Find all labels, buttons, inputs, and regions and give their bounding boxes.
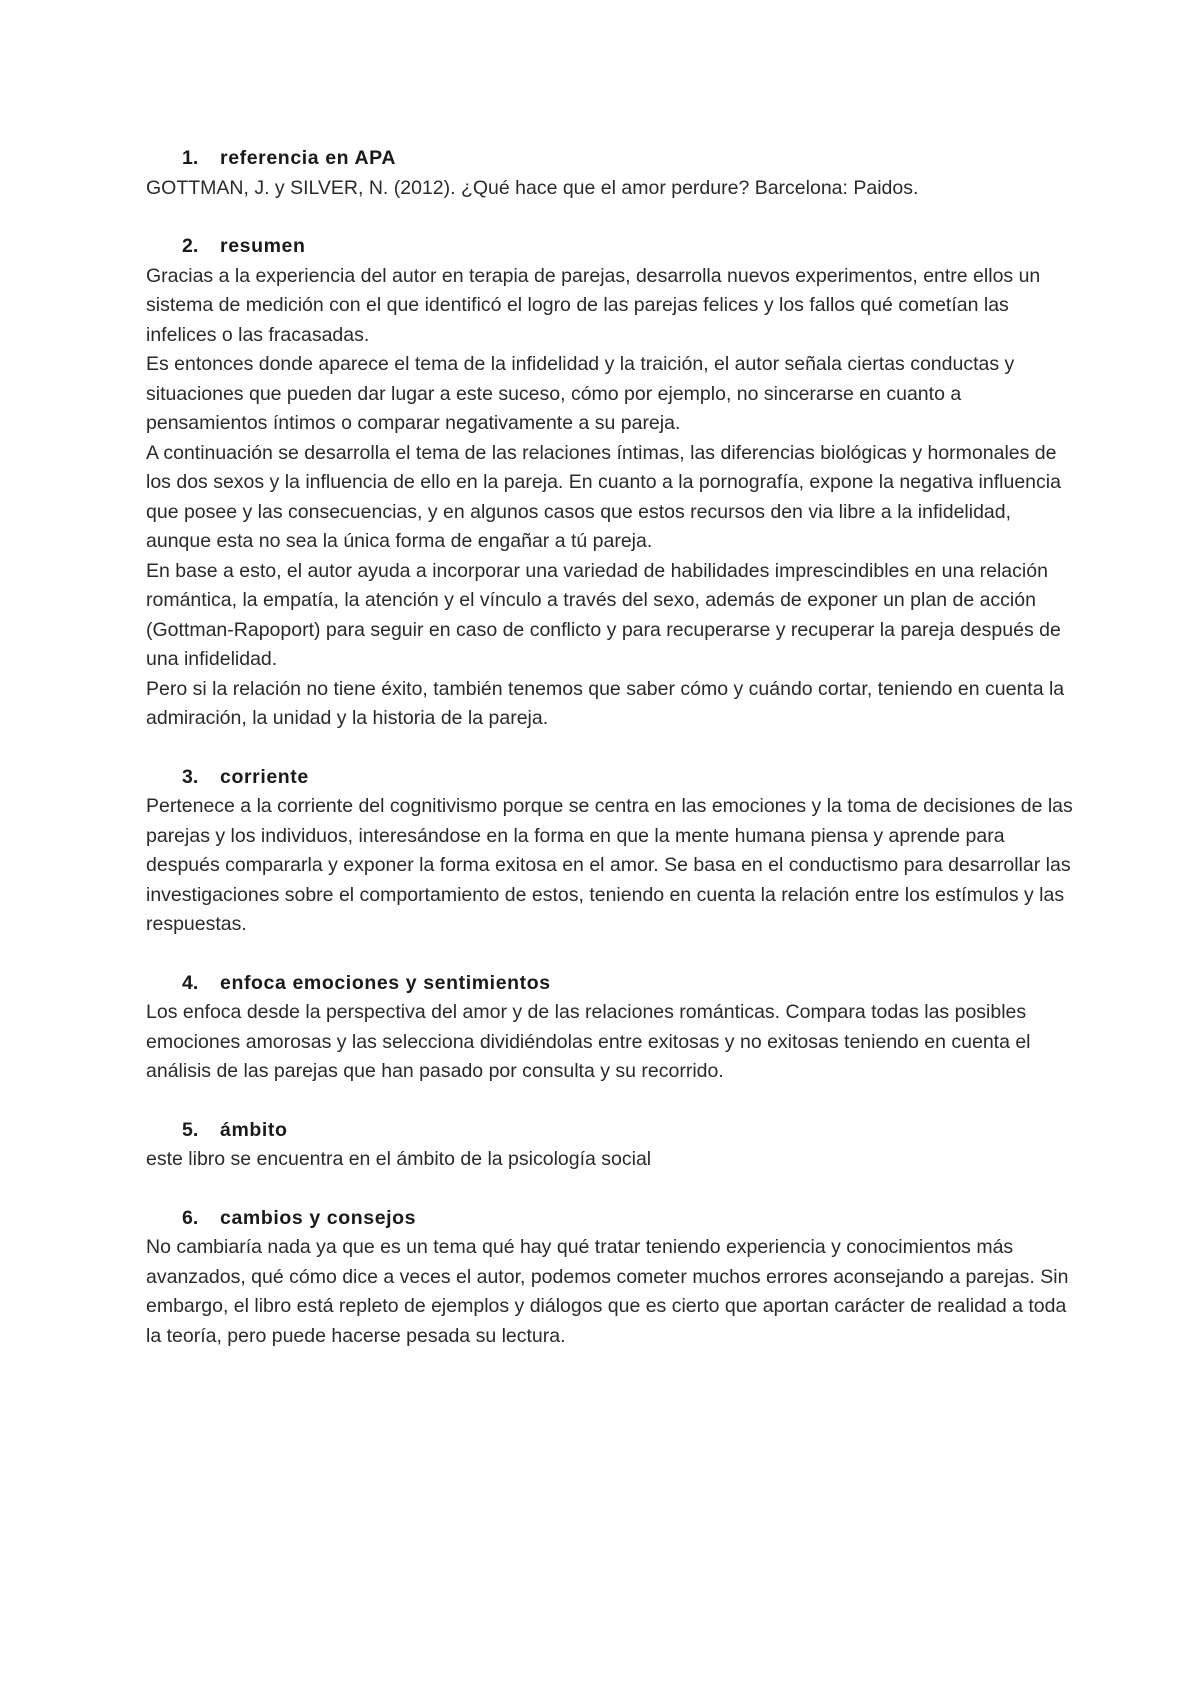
section-cambios <box>146 1204 1076 1352</box>
section-title: resumen <box>220 235 306 257</box>
paragraph: A continuación se desarrolla el tema de las relaciones íntimas, las diferencias biológicas y hormonales de los dos sexos y la influencia de ello en la pareja. En cuanto a la pornografía, expone la negativa influencia que posee y las consecuencias, y en algunos casos que estos recursos den via libre a la infidelidad, aunque esta no sea la única forma de engañar a tú pareja. <box>146 441 1061 552</box>
section-heading <box>146 969 1076 999</box>
section-heading <box>146 763 1076 793</box>
section-number: 1. <box>182 147 199 169</box>
paragraph: Pero si la relación no tiene éxito, también tenemos que saber cómo y cuándo cortar, teniendo en cuenta la admiración, la unidad y la historia de la pareja. <box>146 677 1065 729</box>
paragraph: En base a esto, el autor ayuda a incorporar una variedad de habilidades imprescindibles en una relación romántica, la empatía, la atención y el vínculo a través del sexo, además de exponer un plan de acción (Gottman-Rapoport) para seguir en caso de conflicto y para recuperarse y recuperar la pareja después de una infidelidad. <box>146 559 1061 670</box>
section-number: 4. <box>182 971 199 994</box>
section-number: 5. <box>182 1118 199 1141</box>
section-body <box>146 998 1076 1087</box>
section-title: corriente <box>220 765 309 788</box>
section-ambito <box>146 1116 1076 1175</box>
section-number: 3. <box>182 765 199 788</box>
section-body <box>146 792 1076 940</box>
section-body <box>146 1145 1076 1175</box>
section-heading <box>146 1116 1076 1146</box>
paragraph: Los enfoca desde la perspectiva del amor y de las relaciones románticas. Compara todas las posibles emociones amorosas y las selecciona dividiéndolas entre exitosas y no exitosas teniendo en cuenta el análisis de las parejas que han pasado por consulta y su recorrido. <box>146 1001 1031 1082</box>
paragraph: GOTTMAN, J. y SILVER, N. (2012). ¿Qué hace que el amor perdure? Barcelona: Paidos. <box>146 176 919 199</box>
section-corriente <box>146 763 1076 940</box>
section-title: cambios y consejos <box>220 1206 417 1229</box>
section-body <box>146 262 1076 734</box>
section-number: 2. <box>182 235 199 257</box>
section-title: ámbito <box>220 1118 288 1141</box>
section-enfoca <box>146 969 1076 1087</box>
paragraph: Es entonces donde aparece el tema de la infidelidad y la traición, el autor señala ciertas conductas y situaciones que pueden dar lugar a este suceso, cómo por ejemplo, no sincerarse en cuanto a pensamientos íntimos o comparar negativamente a su pareja. <box>146 353 1015 434</box>
paragraph: Gracias a la experiencia del autor en terapia de parejas, desarrolla nuevos experimentos, entre ellos un sistema de medición con el que identificó el logro de las parejas felices y los fallos qué cometían las infelices o las fracasadas. <box>146 264 1041 346</box>
section-heading <box>146 232 1076 262</box>
section-title: referencia en APA <box>220 147 397 169</box>
section-body <box>146 174 1076 204</box>
section-body <box>146 1233 1076 1351</box>
section-title: enfoca emociones y sentimientos <box>220 971 551 994</box>
paragraph: No cambiaría nada ya que es un tema qué hay qué tratar teniendo experiencia y conocimientos más avanzados, qué cómo dice a veces el autor, podemos cometer muchos errores aconsejando a parejas. Sin embargo, el libro está repleto de ejemplos y diálogos que es cierto que aportan carácter de realidad a toda la teoría, pero puede hacerse pesada su lectura. <box>146 1236 1069 1347</box>
section-heading <box>146 144 1076 174</box>
paragraph: este libro se encuentra en el ámbito de la psicología social <box>146 1148 652 1170</box>
document-page <box>146 144 1076 1380</box>
section-number: 6. <box>182 1206 199 1229</box>
paragraph: Pertenece a la corriente del cognitivismo porque se centra en las emociones y la toma de decisiones de las parejas y los individuos, interesándose en la forma en que la mente humana piensa y aprende para después compararla y exponer la forma exitosa en el amor. Se basa en el conductismo para desarrollar las investigaciones sobre el comportamiento de estos, teniendo en cuenta la relación entre los estímulos y las respuestas. <box>146 795 1073 935</box>
section-resumen <box>146 232 1076 734</box>
section-referencia <box>146 144 1076 203</box>
section-heading <box>146 1204 1076 1234</box>
